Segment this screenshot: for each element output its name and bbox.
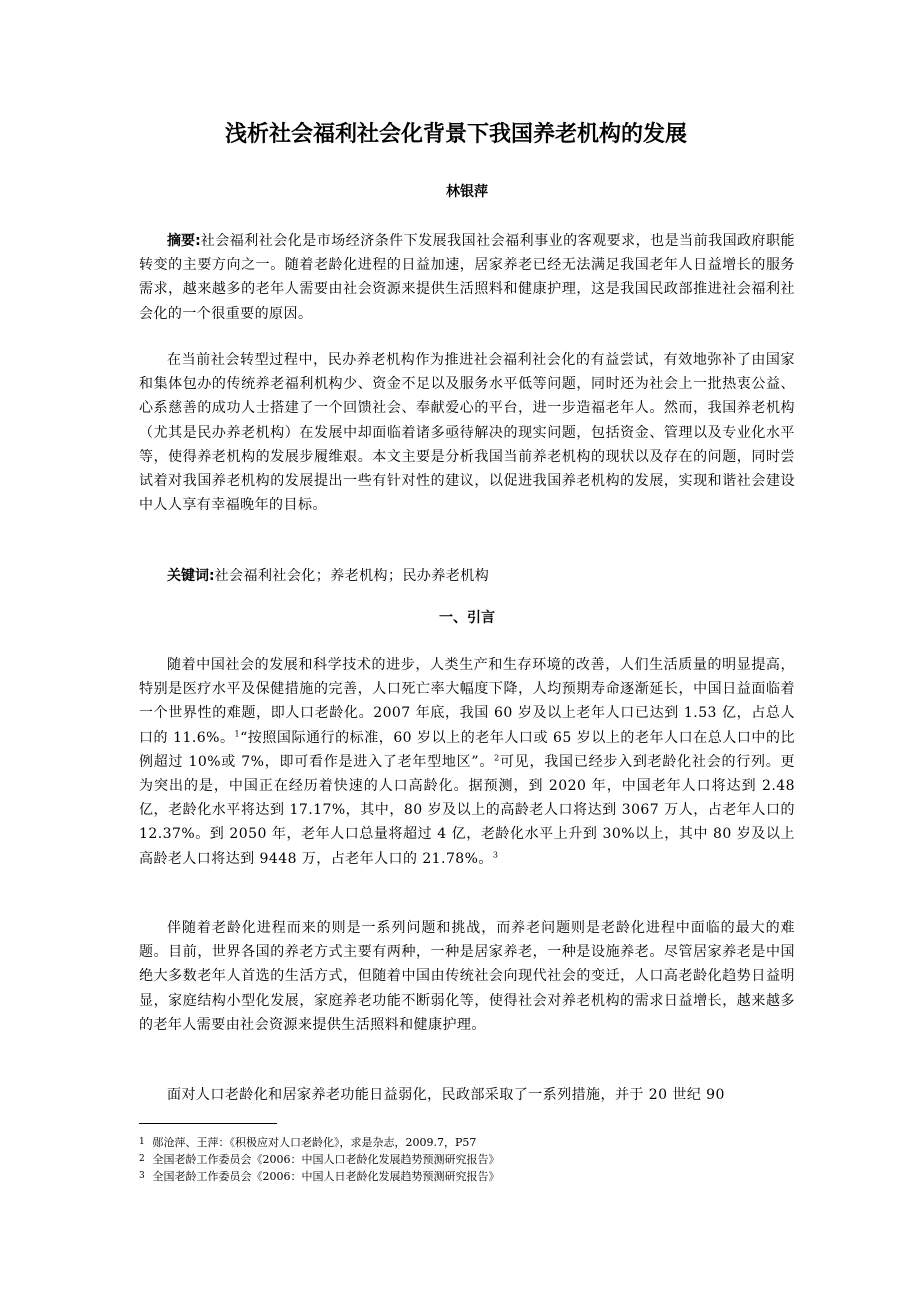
footnote-list (139, 1134, 795, 1185)
paper-title: 浅析社会福利社会化背景下我国养老机构的发展 (225, 122, 688, 147)
abstract-text: 社会福利社会化是市场经济条件下发展我国社会福利事业的客观要求，也是当前我国政府职能转变的主要方向之一。随着老龄化进程的日益加速，居家养老已经无法满足我国老年人日益增长的服务需求，越来越多的老年人需要由社会资源来提供生活照料和健康护理，这是我国民政部推进社会福利社会化的一个很重要的原因。 (139, 233, 795, 322)
intro-paragraph-1 (139, 653, 795, 871)
section-heading-introduction: 一、引言 (439, 610, 495, 626)
footnote-number: 3 (139, 1171, 145, 1181)
footnote-item (139, 1168, 795, 1185)
intro-paragraph-3: 面对人口老龄化和居家养老功能日益弱化，民政部采取了一系列措施，并于 20 世纪 90 (167, 1087, 725, 1103)
intro-p1-part1: 随着中国社会的发展和科学技术的进步，人类生产和生存环境的改善，人们生活质量的明显提高，特别是医疗水平及保健措施的完善，人口死亡率大幅度下降，人均预期寿命逐渐延长，中国日益面临着一个世界性的难题，即人口老龄化。2007 年底，我国 60 岁及以上老年人口已达到 1.53 亿，占总人口的 11.6%。 (139, 657, 795, 746)
keywords-text: 社会福利社会化；养老机构；民办养老机构 (214, 568, 490, 584)
keywords-label: 关键词: (167, 568, 215, 584)
footnote-separator (139, 1123, 277, 1124)
footnote-ref-3[interactable]: 3 (492, 849, 499, 859)
footnote-item (139, 1151, 795, 1168)
footnote-text: 郧沧萍、王萍：《积极应对人口老龄化》，求是杂志，2009.7，P57 (152, 1136, 477, 1149)
footnote-number: 1 (139, 1137, 145, 1147)
footnote-item (139, 1134, 795, 1151)
intro-p1-part2: “按照国际通行的标准，60 岁以上的老年人口或 65 岁以上的老年人口在总人口中的比例超过 10%或 7%，即可看作是进入了老年型地区”。 (139, 729, 795, 770)
footnote-text: 全国老龄工作委员会《2006：中国人口老龄化发展趋势预测研究报告》 (152, 1153, 500, 1166)
intro-p1-part3: 可见，我国已经步入到老龄化社会的行列。更为突出的是，中国正在经历着快速的人口高龄化。据预测，到 2020 年，中国老年人口将达到 2.48 亿，老龄化水平将达到 17.17%，其中，80 岁及以上的高龄老人口将达到 3067 万人，占老年人口的 12.37%。到 2050 年，老年人口总量将超过 4 亿，老龄化水平上升到 30%以上，其中 80 岁及以上高龄老人口将达到 9448 万，占老年人口的 21.78%。 (139, 753, 795, 867)
abstract-paragraph (139, 229, 795, 326)
abstract-paragraph-2: 在当前社会转型过程中，民办养老机构作为推进社会福利社会化的有益尝试，有效地弥补了由国家和集体包办的传统养老福利机构少、资金不足以及服务水平低等问题，同时还为社会上一批热衷公益、心系慈善的成功人士搭建了一个回馈社会、奉献爱心的平台，进一步造福老年人。然而，我国养老机构（尤其是民办养老机构）在发展中却面临着诸多亟待解决的现实问题，包括资金、管理以及专业化水平等，使得养老机构的发展步履维艰。本文主要是分析我国当前养老机构的现状以及存在的问题，同时尝试着对我国养老机构的发展提出一些有针对性的建议，以促进我国养老机构的发展，实现和谐社会建设中人人享有幸福晚年的目标。 (139, 352, 795, 514)
footnote-text: 全国老龄工作委员会《2006：中国人日老龄化发展趋势预测研究报告》 (152, 1170, 500, 1183)
footnote-ref-1[interactable]: 1 (234, 728, 241, 738)
author-name: 林银萍 (446, 184, 488, 200)
abstract-label: 摘要: (167, 233, 201, 249)
intro-paragraph-2: 伴随着老龄化进程而来的则是一系列问题和挑战，而养老问题则是老龄化进程中面临的最大的难题。目前，世界各国的养老方式主要有两种，一种是居家养老，一种是设施养老。尽管居家养老是中国绝大多数老年人首选的生活方式，但随着中国由传统社会向现代社会的变迁，人口高老龄化趋势日益明显，家庭结构小型化发展，家庭养老功能不断弱化等，使得社会对养老机构的需求日益增长，越来越多的老年人需要由社会资源来提供生活照料和健康护理。 (139, 920, 795, 1033)
footnote-ref-2[interactable]: 2 (494, 753, 500, 763)
footnote-number: 2 (139, 1154, 145, 1164)
keywords-paragraph (139, 564, 795, 588)
